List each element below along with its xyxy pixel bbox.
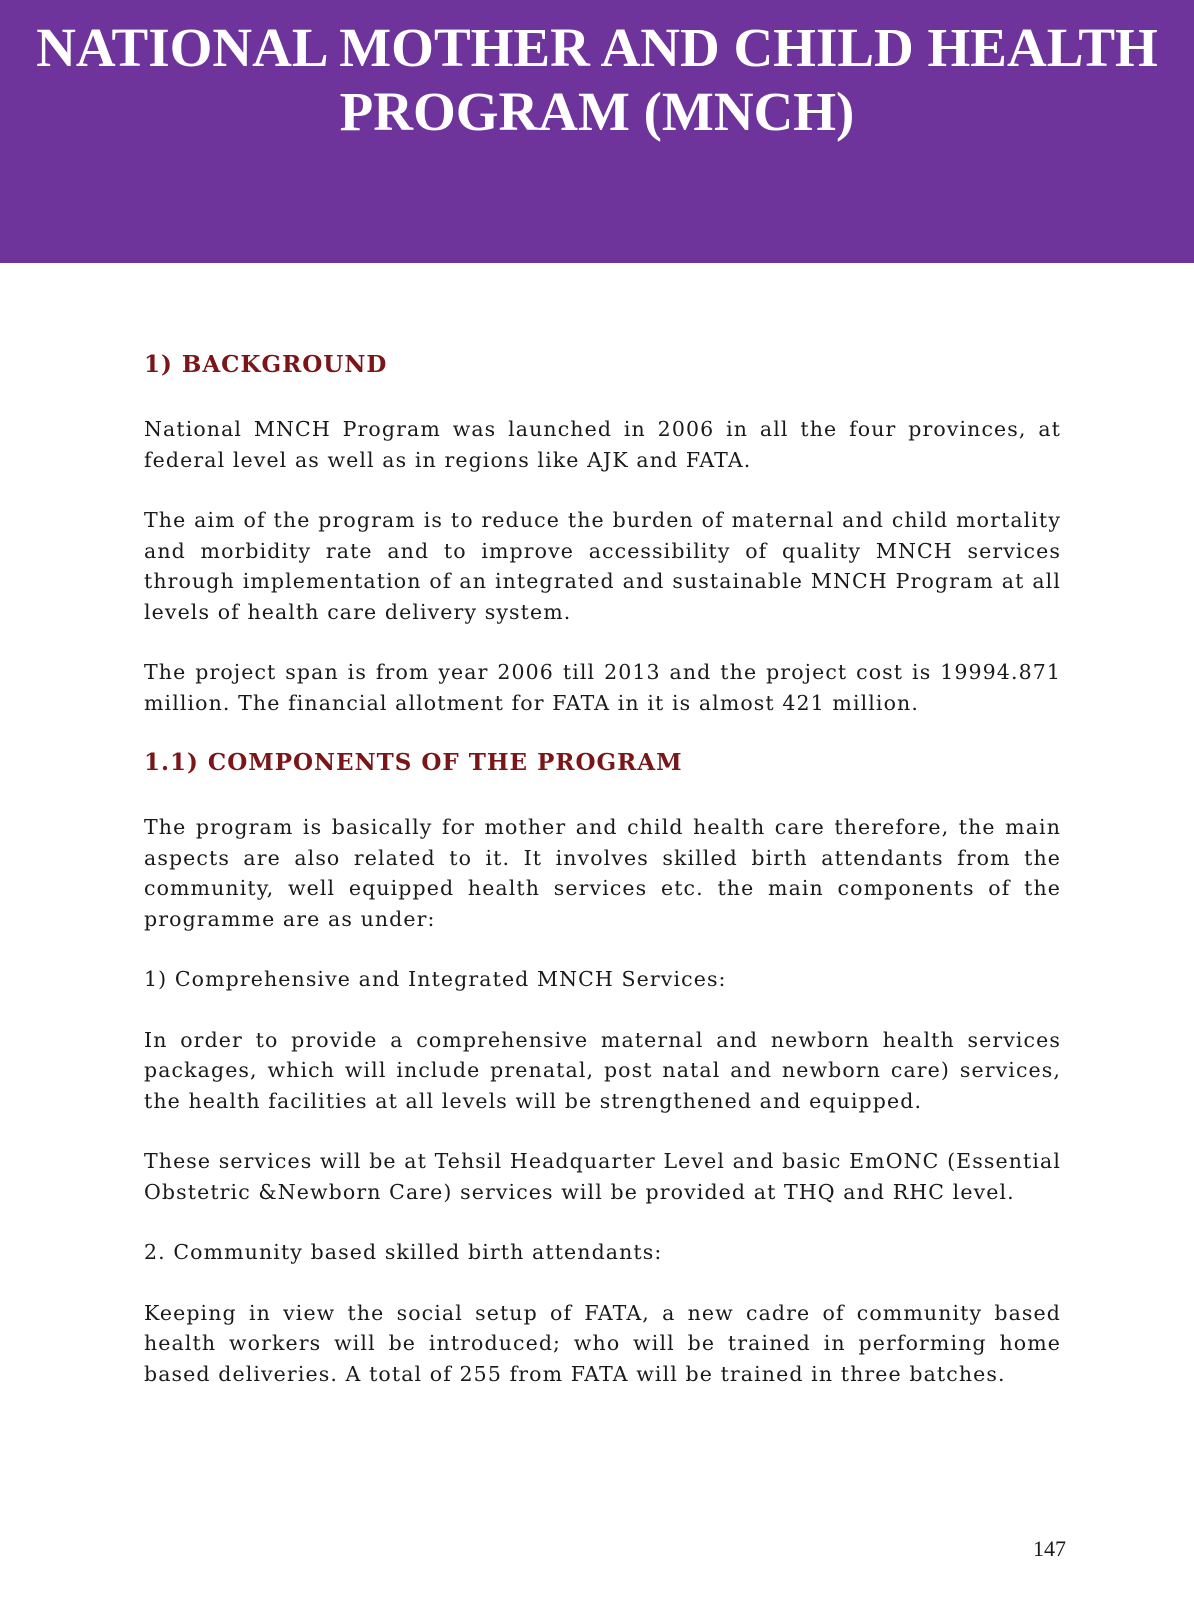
title-banner xyxy=(0,0,1194,263)
background-paragraph-3: The project span is from year 2006 till 2013 and the project cost is 19994.871 million. The financial allotment for FATA in it is almost 421 million. xyxy=(144,660,1061,715)
section-heading-components: 1.1) COMPONENTS OF THE PROGRAM xyxy=(144,749,683,776)
page-title-line-1: NATIONAL MOTHER AND CHILD HEALTH xyxy=(36,17,1158,78)
components-paragraph-levels: These services will be at Tehsil Headquarter Level and basic EmONC (Essential Obstetric &Newborn Care) services will be provided at THQ and RHC level. xyxy=(144,1149,1061,1204)
document-body xyxy=(144,350,1061,1389)
section-heading-background: 1) BACKGROUND xyxy=(144,351,388,378)
page-title-line-2: PROGRAM (MNCH) xyxy=(339,81,855,142)
background-paragraph-2: The aim of the program is to reduce the burden of maternal and child mortality and morbidity rate and to improve accessibility of quality MNCH services through implementation of an integrated and sustainable MNCH Program at all levels of health care delivery system. xyxy=(144,508,1061,624)
components-subheading-2: 2. Community based skilled birth attendants: xyxy=(144,1240,663,1264)
components-paragraph-attendants: Keeping in view the social setup of FATA, a new cadre of community based health workers will be introduced; who will be trained in performing home based deliveries. A total of 255 from FATA will be trained in three batches. xyxy=(144,1300,1061,1386)
background-paragraph-1: National MNCH Program was launched in 2006 in all the four provinces, at federal level as well as in regions like AJK and FATA. xyxy=(144,417,1061,472)
page-number: 147 xyxy=(1033,1536,1066,1561)
components-paragraph-services: In order to provide a comprehensive maternal and newborn health services packages, which will include prenatal, post natal and newborn care) services, the health facilities at all levels will be strengthened and equipped. xyxy=(144,1027,1061,1113)
components-subheading-1: 1) Comprehensive and Integrated MNCH Services: xyxy=(144,967,727,991)
components-paragraph-intro: The program is basically for mother and child health care therefore, the main aspects are also related to it. It involves skilled birth attendants from the community, well equipped health services etc. the main components of the programme are as under: xyxy=(144,815,1061,931)
page-title xyxy=(0,16,1194,144)
